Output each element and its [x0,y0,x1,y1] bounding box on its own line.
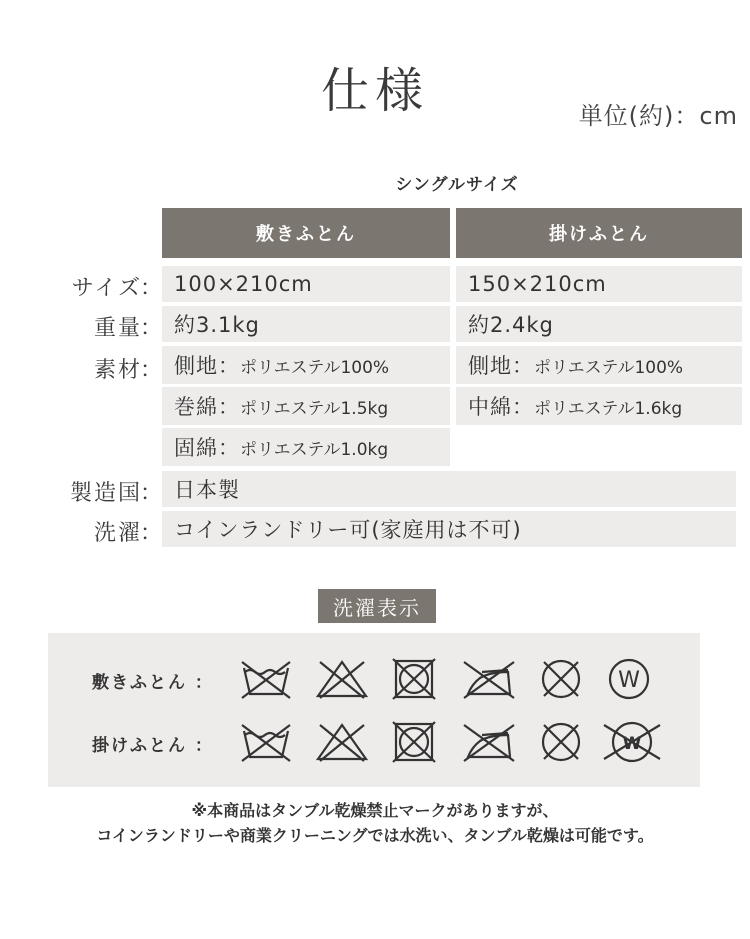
cell-material-kake-2 [456,387,742,425]
material-detail: ポリエステル100% [240,357,390,378]
row-label-material: 素材 [93,358,142,383]
cell-material-kake-1 [456,346,742,384]
wash-row-label-shiki: 敷きふとん ： [92,673,214,693]
material-part: 側地： [468,354,534,378]
wash-row-label-kake: 掛けふとん ： [92,736,214,756]
page-title: 仕様 [320,63,429,119]
row-label-weight: 重量 [93,316,142,341]
no-iron-icon [460,658,518,700]
cell-size-shiki: 100×210cm [162,266,450,302]
note-line-1: ※本商品はタンブル乾燥禁止マークがありますが、 [191,801,559,820]
material-part: 中綿： [468,395,534,419]
no-dry-clean-icon [538,719,584,765]
material-detail: ポリエステル100% [534,357,684,378]
colon: ： [140,521,163,546]
column-header-shiki: 敷きふとん [162,208,450,258]
colon: ： [140,358,163,383]
note-line-2: コインランドリーや商業クリーニングでは水洗い、タンブル乾燥は可能です。 [96,826,654,845]
size-label: シングルサイズ [395,175,519,195]
cell-washing: コインランドリー可(家庭用は不可) [162,511,736,547]
colon: ： [140,276,163,301]
cell-material-shiki-3 [162,428,450,466]
no-dry-clean-icon [538,656,584,702]
row-label-washing: 洗濯 [93,521,142,546]
no-tumble-dry-icon [390,656,438,702]
no-wash-icon [238,721,294,763]
cell-weight-kake: 約2.4kg [456,306,742,342]
no-tumble-dry-icon [390,719,438,765]
material-part: 側地： [174,354,240,378]
row-label-origin: 製造国 [69,481,142,506]
unit-label: 単位(約)：cm [578,102,738,130]
no-bleach-icon [314,721,370,763]
wet-clean-letter: W [622,734,642,754]
cell-size-kake: 150×210cm [456,266,742,302]
wet-clean-icon [606,656,652,702]
column-header-kake: 掛けふとん [456,208,742,258]
material-part: 巻綿： [174,395,240,419]
material-part: 固綿： [174,436,240,460]
cell-origin: 日本製 [162,471,736,507]
colon: ： [140,481,163,506]
material-detail: ポリエステル1.5kg [240,398,389,419]
no-bleach-icon [314,658,370,700]
no-wet-clean-icon [600,719,664,765]
wash-section-title: 洗濯表示 [318,589,436,623]
no-iron-icon [460,721,518,763]
cell-material-shiki-2 [162,387,450,425]
no-wash-icon [238,658,294,700]
colon: ： [140,316,163,341]
row-label-size: サイズ [71,276,142,301]
cell-material-shiki-1 [162,346,450,384]
material-detail: ポリエステル1.0kg [240,439,389,460]
cell-weight-shiki: 約3.1kg [162,306,450,342]
wet-clean-letter: W [618,668,640,693]
material-detail: ポリエステル1.6kg [534,398,683,419]
